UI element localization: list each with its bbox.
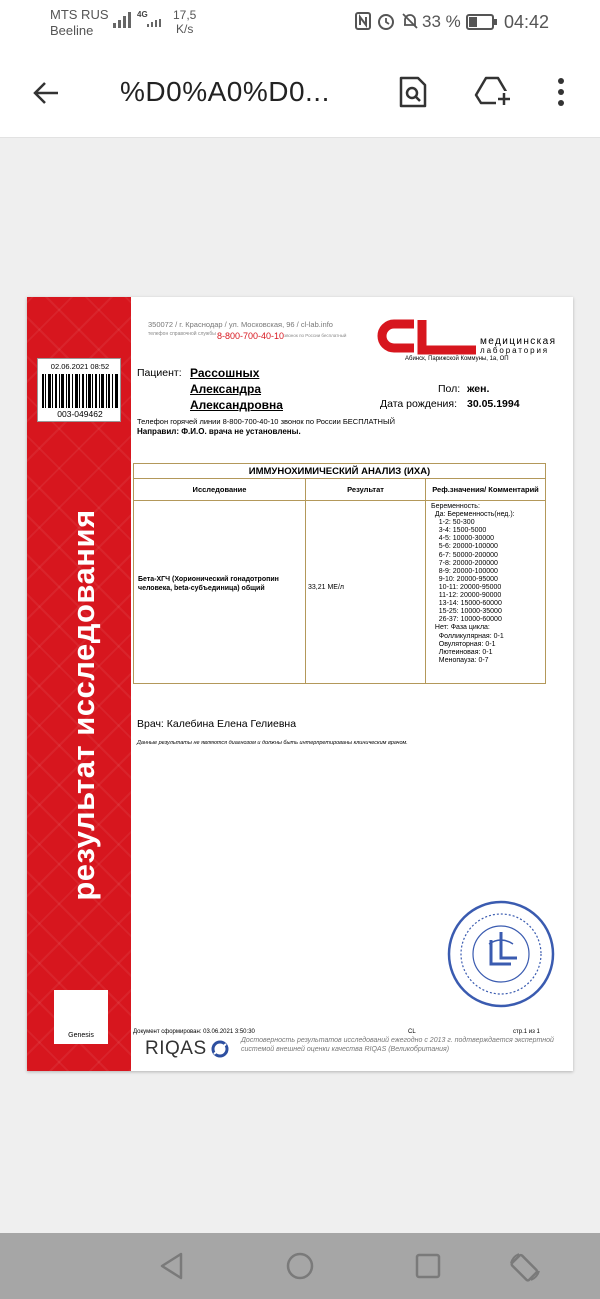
- document-title: %D0%A0%D0...: [120, 76, 330, 107]
- lab-stamp-icon: [445, 898, 557, 1010]
- barcode-date: 02.06.2021 08:52: [50, 362, 110, 371]
- app-bar: [0, 50, 600, 138]
- test-name: Бета-ХГЧ (Хорионический гонадотропин человека, beta-субъединица) общий: [138, 576, 279, 592]
- signal-icon: [113, 12, 133, 28]
- genesis-logo: [54, 990, 108, 1044]
- rotate-icon[interactable]: [508, 1251, 542, 1283]
- footer-page: стр.1 из 1: [513, 1029, 540, 1035]
- sex-value: жен.: [467, 383, 490, 395]
- table-title: ИММУНОХИМИЧЕСКИЙ АНАЛИЗ (ИХА): [134, 464, 545, 479]
- dob-label: Дата рождения:: [380, 398, 457, 410]
- col-header-result: Результат: [347, 484, 384, 494]
- patient-label: Пациент:: [137, 367, 182, 379]
- side-band-title: результат исследования: [66, 509, 101, 901]
- table-col-divider-2: [425, 479, 426, 684]
- dob-value: 30.05.1994: [467, 398, 520, 410]
- back-arrow-icon[interactable]: [30, 77, 62, 109]
- barcode-icon: [42, 374, 118, 408]
- lab-name-1: медицинская: [480, 336, 557, 347]
- battery-icon: [466, 14, 498, 30]
- carrier-names: [50, 7, 109, 39]
- patient-patronymic: Александровна: [190, 398, 283, 412]
- cl-logo-icon: [376, 318, 480, 356]
- genesis-label: Genesis: [68, 1032, 94, 1039]
- mute-icon: [401, 12, 419, 30]
- patient-surname: Рассошных: [190, 366, 260, 380]
- riqas-swirl-icon: [210, 1040, 230, 1058]
- carrier-2: Beeline: [50, 23, 94, 38]
- add-to-drive-icon[interactable]: [474, 75, 514, 109]
- status-bar: [0, 0, 600, 50]
- sex-label: Пол:: [438, 383, 461, 395]
- lab-hotline: 8-800-700-40-10: [217, 331, 285, 341]
- carrier-1: MTS RUS: [50, 7, 109, 22]
- results-table: [133, 463, 546, 684]
- footer-center: CL: [408, 1029, 416, 1035]
- barcode-number: 003-049462: [57, 409, 103, 419]
- referral-line: Направил: Ф.И.О. врача не установлены.: [137, 427, 301, 436]
- patient-first-name: Александра: [190, 382, 262, 396]
- barcode-label: [37, 358, 121, 422]
- footer-generated: Документ сформирован: 03.06.2021 3:50:30: [133, 1029, 255, 1035]
- document-page: [27, 297, 573, 1071]
- nav-home-icon[interactable]: [285, 1251, 315, 1281]
- network-type: 4G: [137, 10, 163, 29]
- test-result: 33,21 МЕ/л: [308, 584, 344, 591]
- clock: 04:42: [504, 12, 550, 32]
- alarm-icon: [377, 12, 395, 30]
- nav-back-icon[interactable]: [158, 1251, 186, 1281]
- side-band: [27, 297, 131, 1071]
- lab-name-2: лаборатория: [480, 346, 550, 355]
- disclaimer: Данные результаты не являются диагнозом и должны быть интерпретированы клиническим врачом.: [137, 740, 408, 746]
- search-document-icon[interactable]: [398, 75, 428, 109]
- phone-line: Телефон горячей линии 8-800-700-40-10 звонок по России БЕСПЛАТНЫЙ: [137, 417, 395, 426]
- lab-address: 350072 / г. Краснодар / ул. Московская, 96 / cl-lab.info: [148, 320, 333, 329]
- doctor-line: Врач: Калебина Елена Гелиевна: [137, 718, 297, 730]
- reference-values: Беременность: Да: Беременность(нед.): 1-2: 50-300 3-4: 1500-5000 4-5: 10000-30000 5-6: 20000-100000 6-7: 50000-200000 7-8: 20000-200000 8-9: 20000-100000 9-10: 20000-95000 10-11: 20000-95000 11-12: 20000-90000 13-14: 15000-60000 15-25: 10000-35000 26-37: 10000-60000 Нет: Фаза цикла: Фолликулярная: 0-1 Овуляторная: 0-1 Лютеиновая: 0-1 Менопауза: 0-7: [431, 503, 515, 664]
- nfc-icon: [355, 12, 371, 30]
- riqas-logo: RIQAS: [145, 1038, 207, 1059]
- riqas-note: Достоверность результатов исследований ежегодно с 2013 г. подтверждается экспертной системой внешней оценки качества RIQAS (Великобритания): [241, 1037, 554, 1053]
- net-speed: 17,5 K/s: [173, 8, 197, 36]
- battery-percent: 33 %: [422, 12, 461, 31]
- col-header-ref: Реф.значения/ Комментарий: [432, 484, 539, 494]
- system-nav-bar: [0, 1233, 600, 1299]
- more-vert-icon[interactable]: [555, 77, 567, 109]
- lab-branch-address: Абинск, Парижской Коммуны, 1а, ОП: [405, 356, 509, 362]
- col-header-test: Исследование: [192, 484, 247, 494]
- signal-2-icon: [137, 19, 163, 27]
- table-divider: [134, 500, 545, 501]
- lab-hotline-note: звонок по России бесплатный: [284, 333, 347, 338]
- lab-hotline-label: телефон справочной службы: [148, 331, 216, 337]
- nav-recents-icon[interactable]: [414, 1251, 442, 1281]
